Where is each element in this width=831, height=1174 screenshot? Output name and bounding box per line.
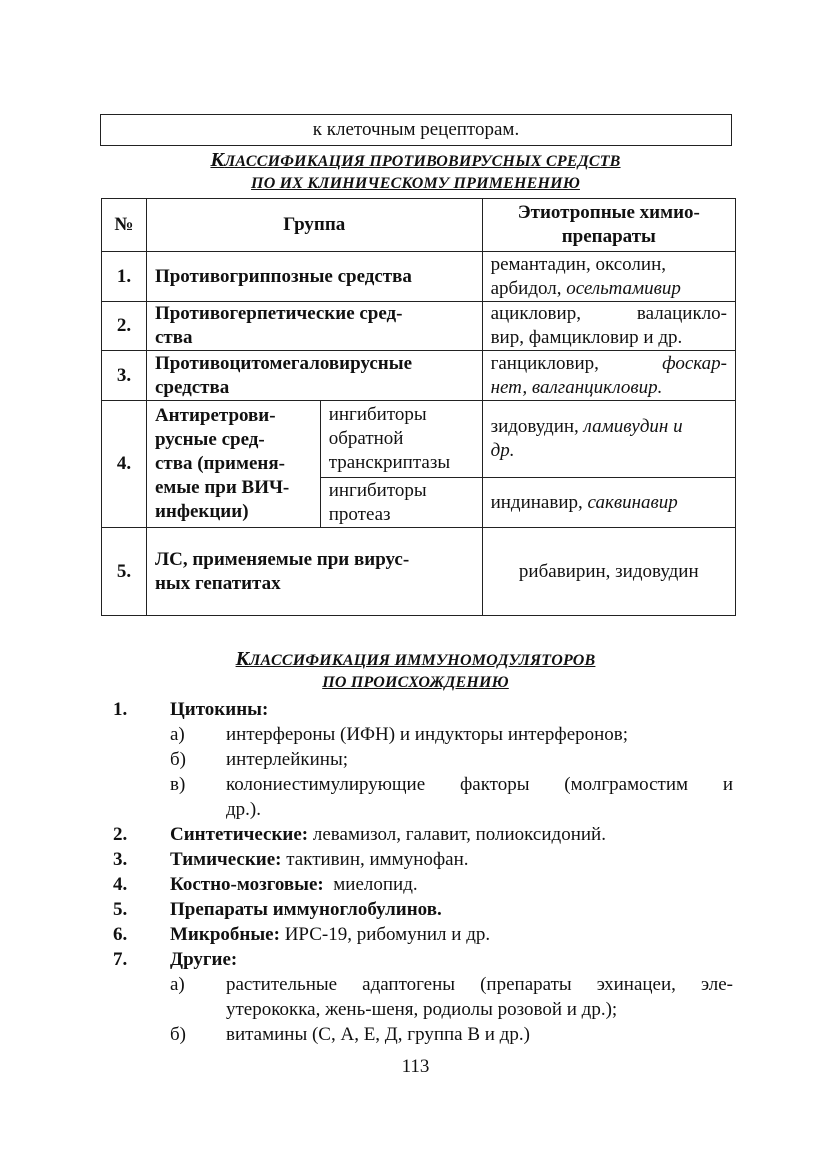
list-item: 1. Цитокины:: [113, 699, 269, 720]
heading-initial: К: [210, 149, 225, 171]
row-group: ЛС, применяемые при вирус- ных гепатитах: [146, 528, 482, 616]
row-num: 2.: [102, 302, 147, 351]
table-row: [102, 252, 736, 302]
col-header-group: Группа: [146, 199, 482, 252]
row-drugs: зидовудин, ламивудин и др.: [482, 401, 735, 478]
top-cell-text: к клеточным рецепторам.: [312, 119, 520, 140]
list-subitem: а) интерфероны (ИФН) и индукторы интерферонов;: [170, 724, 629, 745]
list-subitem: б) витамины (С, А, Е, Д, группа В и др.): [170, 1024, 530, 1045]
list-subitem: б) интерлейкины;: [170, 749, 349, 770]
col-header-drugs: Этиотропные химио- препараты: [482, 199, 735, 252]
list-item: 6. Микробные: ИРС-19, рибомунил и др.: [113, 924, 491, 945]
col-header-num: №: [102, 199, 147, 252]
row-drugs: индинавир, саквинавир: [482, 478, 735, 528]
table-row: [102, 351, 736, 401]
row-group: Противоцитомегаловирусные средства: [146, 351, 482, 401]
antiviral-classification-heading: [0, 149, 831, 195]
antiviral-table: [101, 198, 736, 616]
heading-line2: ПО ПРОИСХОЖДЕНИЮ: [322, 674, 509, 691]
row-subgroup: ингибиторы обратной транскриптазы: [320, 401, 482, 478]
row-drugs: ремантадин, оксолин, арбидол, осельтамивир: [482, 252, 735, 302]
row-num: 1.: [102, 252, 147, 302]
list-item: 5. Препараты иммуноглобулинов.: [113, 899, 442, 920]
heading-line1: ЛАССИФИКАЦИЯ ИММУНОМОДУЛЯТОРОВ: [249, 652, 596, 669]
list-item: 7. Другие:: [113, 949, 238, 970]
row-num: 4.: [102, 401, 147, 528]
table-row: [102, 401, 736, 478]
row-drugs: ганцикловир, фоскар- нет, валганцикловир.: [482, 351, 735, 401]
list-subitem: в) колониестимулирующие факторы (молграмостим и др.).: [170, 774, 733, 820]
table-header-row: [102, 199, 736, 252]
list-item: 4. Костно-мозговые: миелопид.: [113, 874, 418, 895]
row-subgroup: ингибиторы протеаз: [320, 478, 482, 528]
row-num: 3.: [102, 351, 147, 401]
row-group: Противогриппозные средства: [146, 252, 482, 302]
page-number: 113: [401, 1056, 430, 1077]
row-group: Антиретрови- русные сред- ства (применя- емые при ВИЧ- инфекции): [146, 401, 320, 528]
heading-line2: ПО ИХ КЛИНИЧЕСКОМУ ПРИМЕНЕНИЮ: [251, 175, 580, 192]
row-num: 5.: [102, 528, 147, 616]
heading-line1: ЛАССИФИКАЦИЯ ПРОТИВОВИРУСНЫХ СРЕДСТВ: [224, 153, 621, 170]
row-drugs: рибавирин, зидовудин: [482, 528, 735, 616]
immunomodulator-classification-heading: [0, 648, 831, 694]
list-item: 3. Тимические: тактивин, иммунофан.: [113, 849, 469, 870]
row-drugs: ацикловир, валацикло- вир, фамцикловир и др.: [482, 302, 735, 351]
continued-table-cell: [100, 114, 732, 146]
immunomodulator-list: [113, 697, 733, 1047]
table-row: [102, 528, 736, 616]
list-subitem: а) растительные адаптогены (препараты эхинацеи, эле- утерококка, жень-шеня, родиолы розовой и др.);: [170, 974, 733, 1020]
row-group: Противогерпетические сред- ства: [146, 302, 482, 351]
list-item: 2. Синтетические: левамизол, галавит, полиоксидоний.: [113, 824, 606, 845]
heading-initial: К: [235, 648, 250, 670]
table-row: [102, 302, 736, 351]
